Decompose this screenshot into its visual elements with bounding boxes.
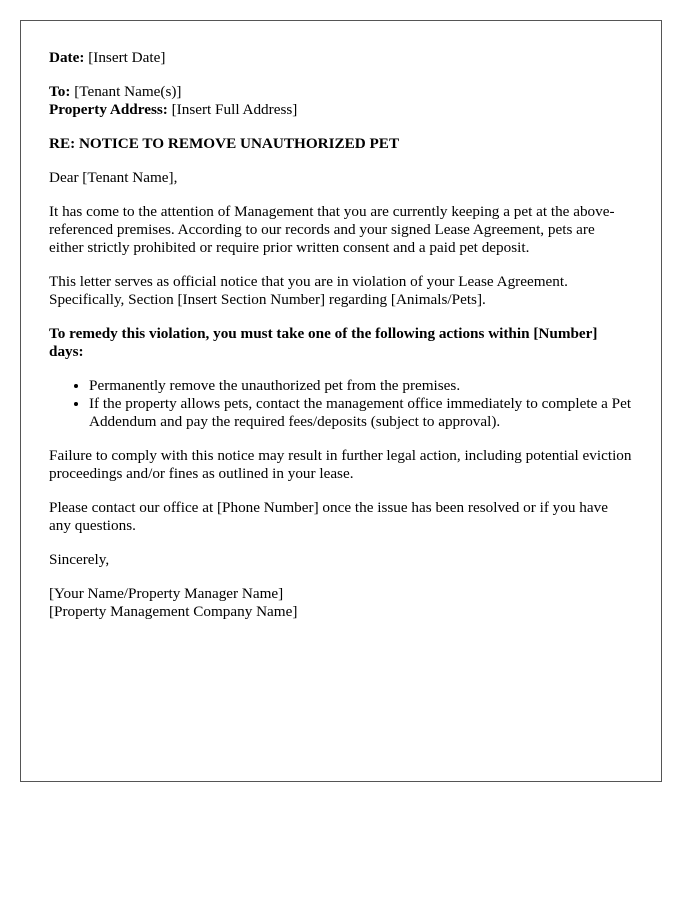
property-address-label: Property Address: — [49, 101, 168, 118]
date-value: [Insert Date] — [84, 49, 166, 66]
body-paragraph-4: Please contact our office at [Phone Number] once the issue has been resolved or if you have any questions. — [49, 499, 608, 534]
signer-name: [Your Name/Property Manager Name] — [49, 585, 284, 602]
recipient-value: [Tenant Name(s)] — [70, 83, 182, 100]
action-item: • Permanently remove the unauthorized pet from the premises. — [89, 377, 633, 395]
salutation: Dear [Tenant Name], — [49, 169, 178, 186]
body-paragraph-1: It has come to the attention of Management that you are currently keeping a pet at the above-referenced premises. According to our records and your signed Lease Agreement, pets are either strictly prohibited or require prior written consent and a paid pet deposit. — [49, 203, 615, 256]
closing: Sincerely, — [49, 551, 110, 568]
property-address-line — [49, 101, 633, 119]
company-name: [Property Management Company Name] — [49, 603, 298, 620]
action-list — [49, 377, 633, 431]
recipient-label: To: — [49, 83, 71, 100]
property-address-value: [Insert Full Address] — [167, 101, 298, 118]
letter-document — [20, 20, 662, 782]
remedy-heading: To remedy this violation, you must take one of the following actions within [Number] days: — [49, 325, 598, 360]
date-label: Date: — [49, 49, 85, 66]
subject-line: RE: NOTICE TO REMOVE UNAUTHORIZED PET — [49, 135, 400, 152]
action-item: • If the property allows pets, contact the management office immediately to complete a Pet Addendum and pay the required fees/deposits (subject to approval). — [89, 395, 633, 431]
date-line — [49, 49, 633, 67]
recipient-line — [49, 83, 633, 101]
body-paragraph-3: Failure to comply with this notice may result in further legal action, including potential eviction proceedings and/or fines as outlined in your lease. — [49, 447, 632, 482]
body-paragraph-2: This letter serves as official notice that you are in violation of your Lease Agreement. Specifically, Section [Insert Section Number] regarding [Animals/Pets]. — [49, 273, 568, 308]
